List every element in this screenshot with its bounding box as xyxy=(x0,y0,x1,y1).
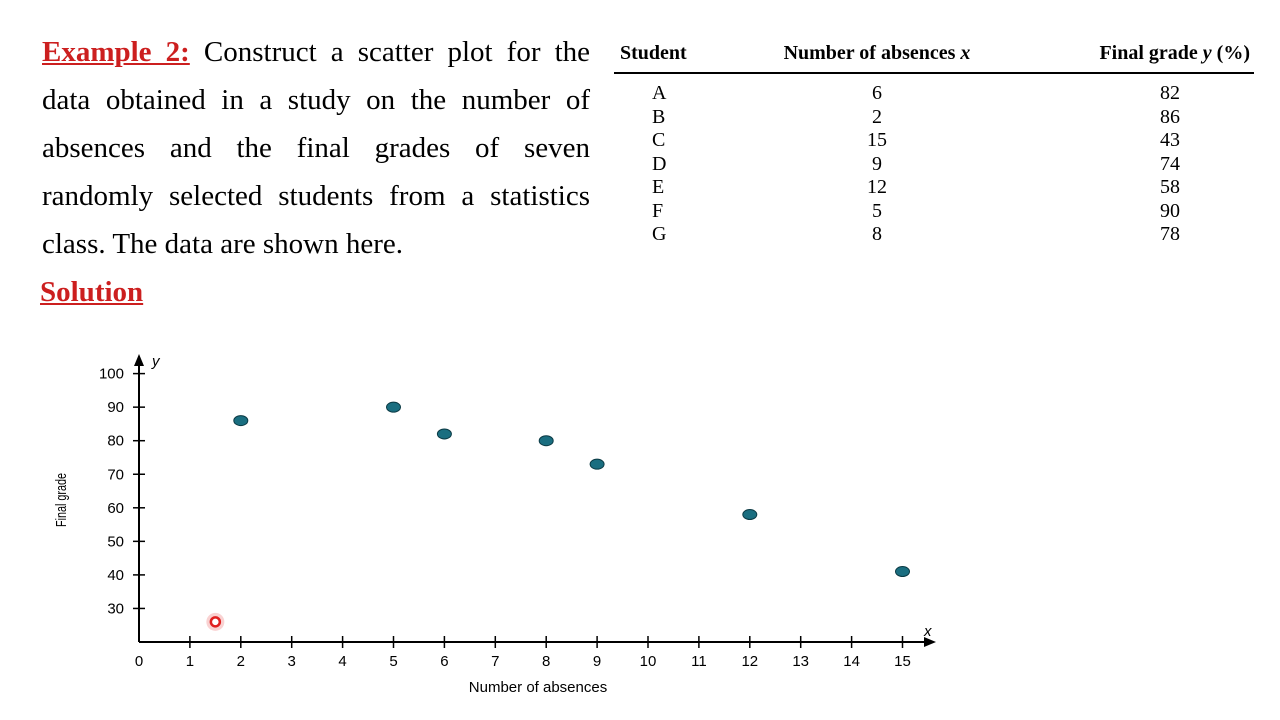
y-tick-label: 60 xyxy=(107,499,124,517)
cell-student: D xyxy=(652,152,667,175)
cell-absences: 5 xyxy=(872,199,882,222)
cell-grade: 78 xyxy=(1160,223,1180,245)
x-tick-label: 7 xyxy=(491,653,500,670)
x-tick-label: 3 xyxy=(287,653,296,670)
y-tick-label: 80 xyxy=(107,432,124,450)
cell-student: C xyxy=(652,129,666,151)
data-point xyxy=(590,459,604,469)
x-tick-label: 13 xyxy=(792,653,810,670)
cell-absences: 8 xyxy=(872,223,882,245)
header-grade-var: y xyxy=(1202,41,1212,64)
x-tick-label: 4 xyxy=(338,653,347,670)
cell-grade: 58 xyxy=(1160,176,1180,198)
data-point xyxy=(896,567,910,577)
cell-grade: 74 xyxy=(1160,152,1180,175)
cell-grade: 90 xyxy=(1160,199,1180,222)
header-absences-label: Number of absences xyxy=(783,41,961,64)
cell-student: F xyxy=(652,199,664,222)
x-tick-label: 12 xyxy=(741,653,759,670)
cell-grade: 82 xyxy=(1160,82,1180,104)
x-axis-title: Number of absences xyxy=(468,679,608,696)
example-label: Example 2: xyxy=(42,36,190,68)
cell-student: E xyxy=(652,176,665,198)
x-tick-label: 15 xyxy=(894,653,911,670)
x-tick-label: 6 xyxy=(440,653,449,670)
header-absences-var: x xyxy=(960,41,971,64)
cell-grade: 86 xyxy=(1160,105,1180,128)
header-absences xyxy=(747,38,1007,73)
cell-grade: 43 xyxy=(1160,129,1180,151)
table-row xyxy=(614,223,1254,247)
table-row xyxy=(614,73,1254,106)
table-row xyxy=(614,176,1254,200)
table-header-row xyxy=(614,38,1254,73)
y-axis-arrow-icon xyxy=(134,354,144,366)
y-tick-label: 30 xyxy=(107,600,124,618)
table-body xyxy=(614,73,1254,247)
solution-heading: Solution xyxy=(40,276,144,308)
y-tick-label: 100 xyxy=(98,365,124,383)
cursor-marker-icon xyxy=(211,617,220,626)
cell-absences: 2 xyxy=(872,105,882,128)
scatter-chart xyxy=(0,340,960,710)
y-tick-label: 90 xyxy=(107,399,124,417)
table-row xyxy=(614,129,1254,153)
x-tick-label: 2 xyxy=(236,653,245,670)
cell-student: G xyxy=(652,223,667,245)
data-point xyxy=(743,510,757,520)
data-point xyxy=(387,402,401,412)
header-grade-label: Final grade xyxy=(1099,41,1203,64)
cell-absences: 6 xyxy=(872,82,882,104)
header-student: Student xyxy=(614,38,747,73)
x-axis-var-label: x xyxy=(924,623,932,640)
header-grade xyxy=(1007,38,1254,73)
header-grade-unit: (%) xyxy=(1211,41,1250,64)
y-axis-title: Final grade xyxy=(52,473,70,527)
x-tick-label: 10 xyxy=(639,653,657,670)
data-point xyxy=(437,429,451,439)
x-tick-label: 11 xyxy=(691,653,707,670)
problem-statement xyxy=(42,28,590,268)
x-tick-label: 1 xyxy=(185,653,195,670)
cell-absences: 12 xyxy=(867,176,887,198)
x-tick-label: 8 xyxy=(542,653,551,670)
data-table xyxy=(614,38,1254,247)
table-row xyxy=(614,153,1254,177)
cell-absences: 15 xyxy=(867,129,887,151)
y-axis-var-label: y xyxy=(152,353,160,370)
table-row xyxy=(614,106,1254,130)
x-tick-label: 0 xyxy=(134,653,144,670)
x-tick-label: 5 xyxy=(389,653,398,670)
y-tick-label: 70 xyxy=(107,466,124,484)
cell-absences: 9 xyxy=(872,152,882,175)
cell-student: B xyxy=(652,105,666,128)
x-tick-label: 9 xyxy=(592,653,602,670)
problem-text: Construct a scatter plot for the data obtained in a study on the number of absences and the final grades of seven randomly selected students from a statistics class. The data are shown here. xyxy=(42,36,590,260)
y-tick-label: 50 xyxy=(107,533,124,551)
y-tick-label: 40 xyxy=(107,566,124,584)
data-point xyxy=(234,416,248,426)
cell-student: A xyxy=(652,82,667,104)
x-tick-label: 14 xyxy=(843,653,860,670)
table-row xyxy=(614,200,1254,224)
data-point xyxy=(539,436,553,446)
